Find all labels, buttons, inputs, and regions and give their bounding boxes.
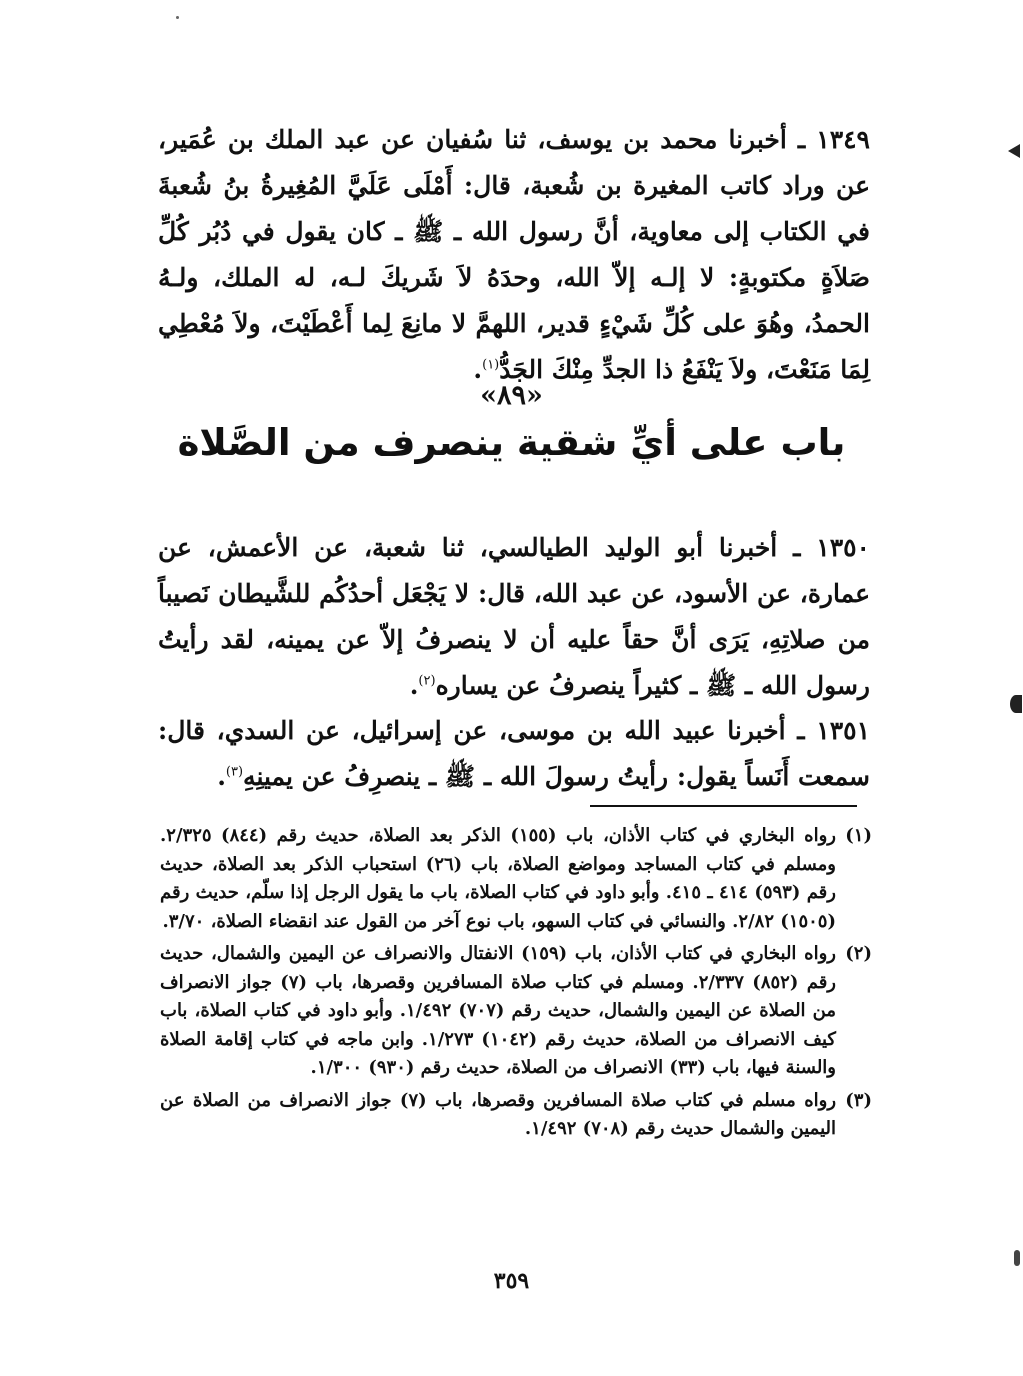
- margin-binding-mark: [1008, 144, 1020, 158]
- hadith-1350: ١٣٥٠ ـ أخبرنا أبو الوليد الطيالسي، ثنا شعبة، عن الأعمش، عن عمارة، عن الأسود، عن عبد الله، قال: لا يَجْعَل أحدُكُم للشَّيطان نَصيباً من صلاتِهِ، يَرَى أنَّ حقاً عليه أن لا ينصرفُ إلاّ عن يمينه، لقد رأيتُ رسول الله ـ ﷺ ـ كثيراً ينصرفُ عن يساره$^{(٢)}$.: [158, 533, 870, 700]
- footnote-mark: (١): [845, 825, 872, 846]
- page-number: ٣٥٩: [493, 1268, 530, 1294]
- hadith-number: ١٣٥٠: [816, 533, 870, 562]
- hadith-1349: ١٣٤٩ ـ أخبرنا محمد بن يوسف، ثنا سُفيان عن عبد الملك بن عُمَير، عن وراد كاتب المغيرة بن شُعبة، قال: أَمْلَى عَلَيَّ المُغِيرةُ بنُ شُعبةَ في الكتاب إلى معاوية، أنَّ رسول الله ـ ﷺ ـ كان يقول في دُبُر كُلِّ صَلاَةٍ مكتوبةٍ: لا إلـه إلاّ الله، وحدَهُ لاَ شَريكَ لـه، له الملك، ولـهُ الحمدُ، وهُوَ على كُلِّ شَيْءٍ قدير، اللهمَّ لا مانِعَ لِما أَعْطَيْتَ، ولاَ مُعْطِي لِمَا مَنَعْتَ، ولاَ يَنْفَعُ ذا الجدِّ مِنْكَ الجَدُّ$^{(١)}$.: [158, 125, 870, 384]
- margin-binding-mark: [1014, 1250, 1020, 1266]
- hadith-text: ـ أخبرنا محمد بن يوسف، ثنا سُفيان عن عبد الملك بن عُمَير، عن وراد كاتب المغيرة بن شُعبة، قال: أَمْلَى عَلَيَّ المُغِيرةُ بنُ شُعبةَ في الكتاب إلى معاوية، أنَّ رسول الله ـ ﷺ ـ كان يقول في دُبُر كُلِّ صَلاَةٍ مكتوبةٍ: لا إلـه إلاّ الله، وحدَهُ لاَ شَريكَ لـه، له الملك، ولـهُ الحمدُ، وهُوَ على كُلِّ شَيْءٍ قدير، اللهمَّ لا مانِعَ لِما أَعْطَيْتَ، ولاَ مُعْطِي لِمَا مَنَعْتَ، ولاَ يَنْفَعُ ذا الجدِّ مِنْكَ الجَدُّ: [158, 125, 870, 384]
- hadith-number: ١٣٤٩: [816, 125, 870, 154]
- footnote-mark: (٢): [845, 943, 872, 964]
- chapter-number: «٨٩»: [480, 380, 543, 411]
- footnote-divider: [590, 805, 857, 807]
- hadith-number: ١٣٥١: [816, 716, 870, 745]
- footnote-text: رواه مسلم في كتاب صلاة المسافرين وقصرها، باب (٧) جواز الانصراف من الصلاة عن اليمين والشمال حديث رقم (٧٠٨) ١/٤٩٢.: [160, 1089, 837, 1139]
- footnote-item: [160, 822, 872, 936]
- footnote-ref[interactable]: (١): [482, 357, 500, 373]
- hadith-1351: ١٣٥١ ـ أخبرنا عبيد الله بن موسى، عن إسرائيل، عن السدي، قال: سمعت أَنَساً يقول: رأيتُ رسولَ الله ـ ﷺ ـ ينصرِفُ عن يمينِهِ$^{(٣)}$.: [158, 716, 870, 791]
- footnote-text: رواه البخاري في كتاب الأذان، باب (١٥٥) الذكر بعد الصلاة، حديث رقم (٨٤٤) ٢/٣٢٥. ومسلم في كتاب المساجد ومواضع الصلاة، باب (٢٦) استحباب الذكر بعد الصلاة، حديث رقم (٥٩٣) ٤١٤ ـ ٤١٥. وأبو داود في كتاب الصلاة، باب ما يقول الرجل إذا سلّم، حديث رقم (١٥٠٥) ٢/٨٢. والنسائي في كتاب السهو، باب نوع آخر من القول عند انقضاء الصلاة، ٣/٧٠.: [160, 825, 836, 932]
- footnote-mark: (٣): [845, 1089, 872, 1111]
- chapter-title: باب على أيِّ شقية ينصرف من الصَّلاة: [177, 421, 846, 464]
- footnotes: [160, 822, 872, 1148]
- footnote-item: [160, 940, 872, 1083]
- footnote-item: [160, 1087, 872, 1144]
- footnote-ref[interactable]: (٣): [225, 764, 244, 780]
- margin-binding-mark: [1010, 695, 1022, 713]
- scan-speck: [176, 16, 179, 19]
- hadith-text: ـ أخبرنا عبيد الله بن موسى، عن إسرائيل، عن السدي، قال: سمعت أَنَساً يقول: رأيتُ رسولَ الله ـ ﷺ ـ ينصرِفُ عن يمينِهِ: [158, 716, 870, 791]
- hadith-text: ـ أخبرنا أبو الوليد الطيالسي، ثنا شعبة، عن الأعمش، عن عمارة، عن الأسود، عن عبد الله، قال: لا يَجْعَل أحدُكُم للشَّيطان نَصيباً من صلاتِهِ، يَرَى أنَّ حقاً عليه أن لا ينصرفُ إلاّ عن يمينه، لقد رأيتُ رسول الله ـ ﷺ ـ كثيراً ينصرفُ عن يساره: [158, 533, 870, 700]
- footnote-text: رواه البخاري في كتاب الأذان، باب (١٥٩) الانفتال والانصراف عن اليمين والشمال، حديث رقم (٨٥٢) ٢/٣٣٧. ومسلم في كتاب صلاة المسافرين وقصرها، باب (٧) جواز الانصراف من الصلاة عن اليمين والشمال، حديث رقم (٧٠٧) ١/٤٩٢. وأبو داود في كتاب الصلاة، باب كيف الانصراف من الصلاة، حديث رقم (١٠٤٢) ١/٢٧٣. وابن ماجه في كتاب إقامة الصلاة والسنة فيها، باب (٣٣) الانصراف من الصلاة، حديث رقم (٩٣٠) ١/٣٠٠.: [160, 943, 836, 1078]
- footnote-ref[interactable]: (٢): [418, 673, 436, 689]
